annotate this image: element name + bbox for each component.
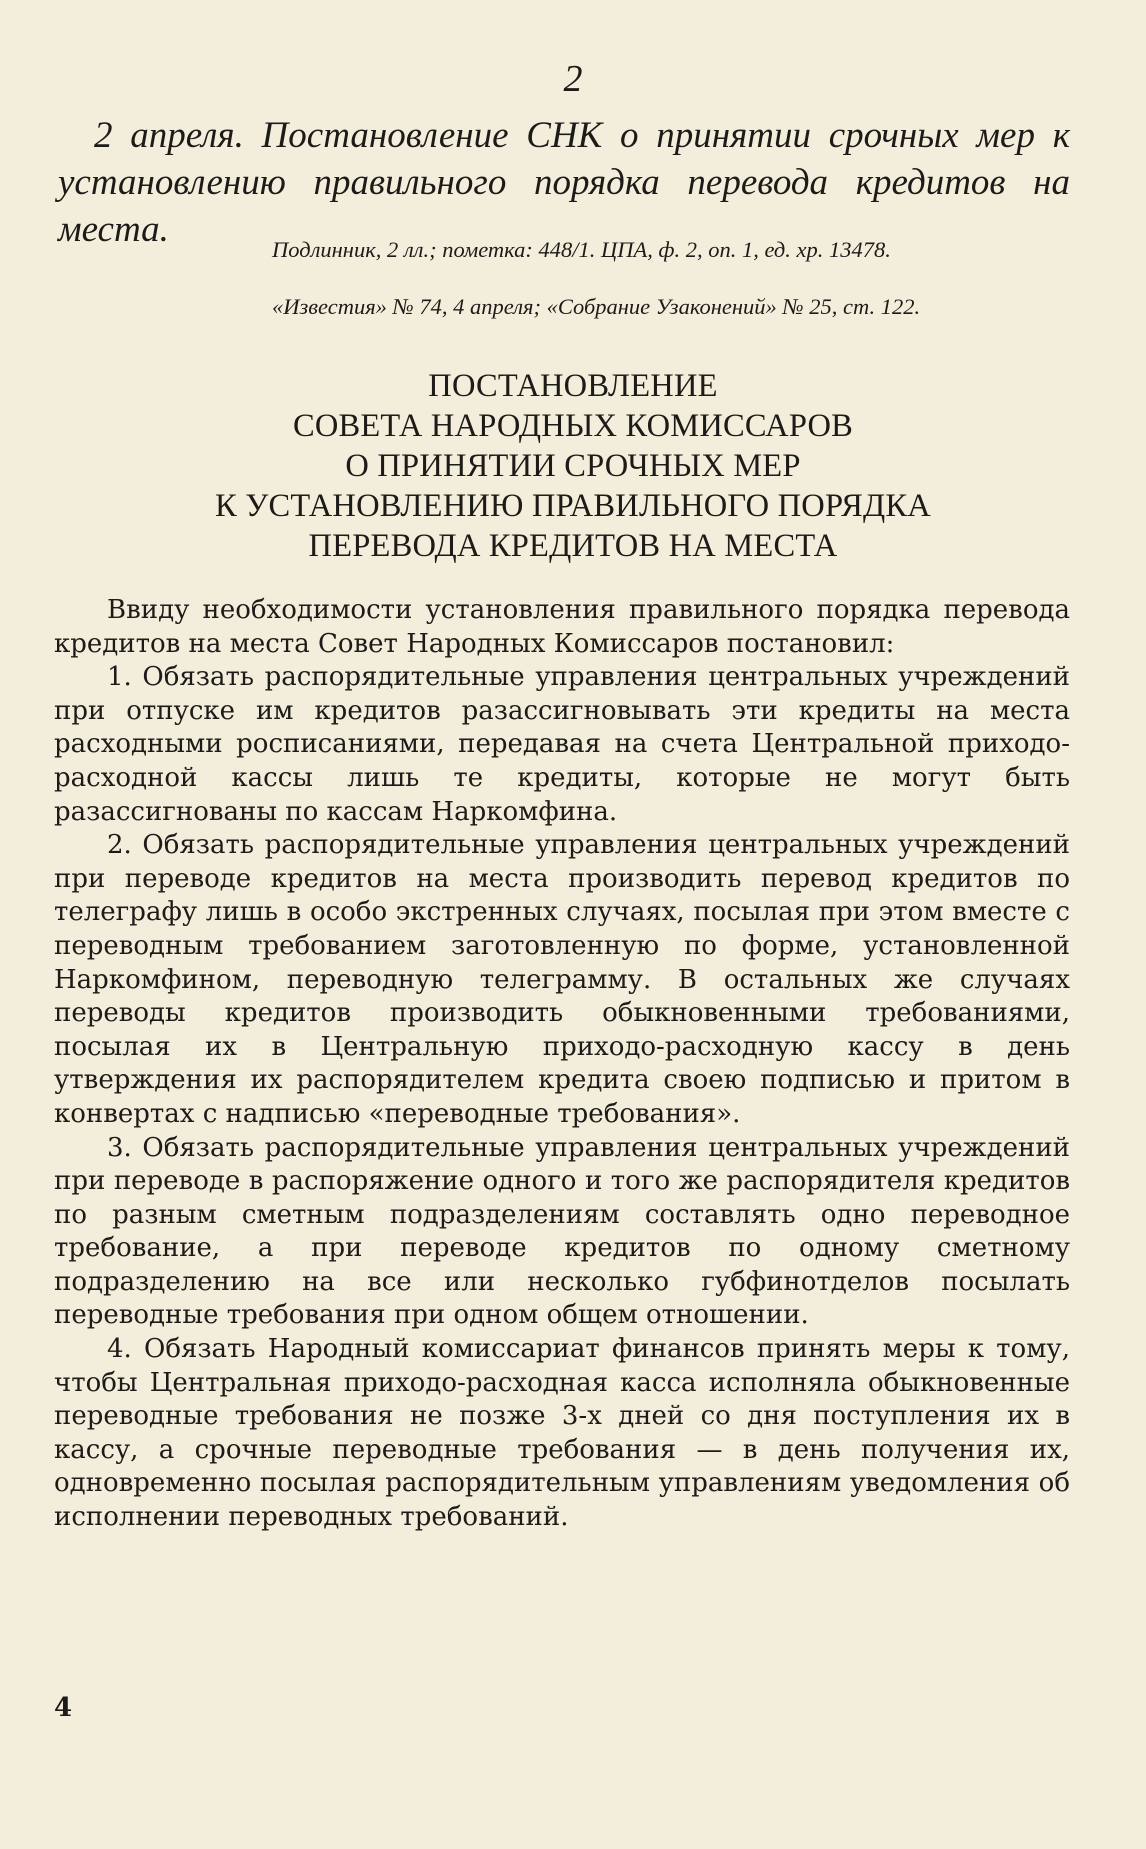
decree-title <box>0 366 1146 566</box>
document-number: 2 <box>563 58 583 100</box>
clause-paragraph: 1. Обязать распорядительные управления центральных учреждений при отпуске им кредитов разассигновывать эти кредиты на места расходными росписаниями, передавая на счета Центральной приходо-расходной кассы лишь те кредиты, которые не могут быть разассигнованы по кассам Наркомфина. <box>54 662 1070 827</box>
decree-title-line: СОВЕТА НАРОДНЫХ КОМИССАРОВ <box>292 408 854 444</box>
document-heading: 2 апреля. Постановление СНК о принятии срочных мер к установлению правильного порядка перевода кредитов на места. <box>58 115 1070 250</box>
decree-body <box>54 594 1070 1535</box>
preamble-paragraph: Ввиду необходимости установления правильного порядка перевода кредитов на места Совет Народных Комиссаров постановил: <box>54 595 1070 659</box>
publication-source-note: «Известия» № 74, 4 апреля; «Собрание Узаконений» № 25, ст. 122. <box>272 294 921 319</box>
clause-paragraph: 4. Обязать Народный комиссариат финансов принять меры к тому, чтобы Центральная приходо-расходная касса исполняла обыкновенные переводные требования не позже 3-х дней со дня поступления их в кассу, а срочные переводные требования — в день получения их, одновременно посылая распорядительным управлениям уведомления об исполнении переводных требований. <box>54 1334 1070 1533</box>
archival-source-note: Подлинник, 2 лл.; пометка: 448/1. ЦПА, ф. 2, оп. 1, ед. хр. 13478. <box>272 237 891 262</box>
decree-title-line: ПЕРЕВОДА КРЕДИТОВ НА МЕСТА <box>308 528 838 564</box>
page-number: 4 <box>54 1693 73 1723</box>
decree-title-line: К УСТАНОВЛЕНИЮ ПРАВИЛЬНОГО ПОРЯДКА <box>215 488 931 524</box>
clause-paragraph: 2. Обязать распорядительные управления центральных учреждений при переводе кредитов на места производить перевод кредитов по телеграфу лишь в особо экстренных случаях, посылая при этом вместе с переводным требованием заготовленную по форме, установленной Наркомфином, переводную телеграмму. В остальных же случаях переводы кредитов производить обыкновенными требованиями, посылая их в Центральную приходо-расходную кассу в день утверждения их распорядителем кредита своею подписью и притом в конвертах с надписью «переводные требования». <box>54 830 1070 1129</box>
decree-title-line: ПОСТАНОВЛЕНИЕ <box>428 368 718 404</box>
decree-title-line: О ПРИНЯТИИ СРОЧНЫХ МЕР <box>345 448 801 484</box>
clause-paragraph: 3. Обязать распорядительные управления центральных учреждений при переводе в распоряжение одного и того же распорядителя кредитов по разным сметным подразделениям составлять одно переводное требование, а при переводе кредитов по одному сметному подразделению на все или несколько губфинотделов посылать переводные требования при одном общем отношении. <box>54 1132 1070 1331</box>
